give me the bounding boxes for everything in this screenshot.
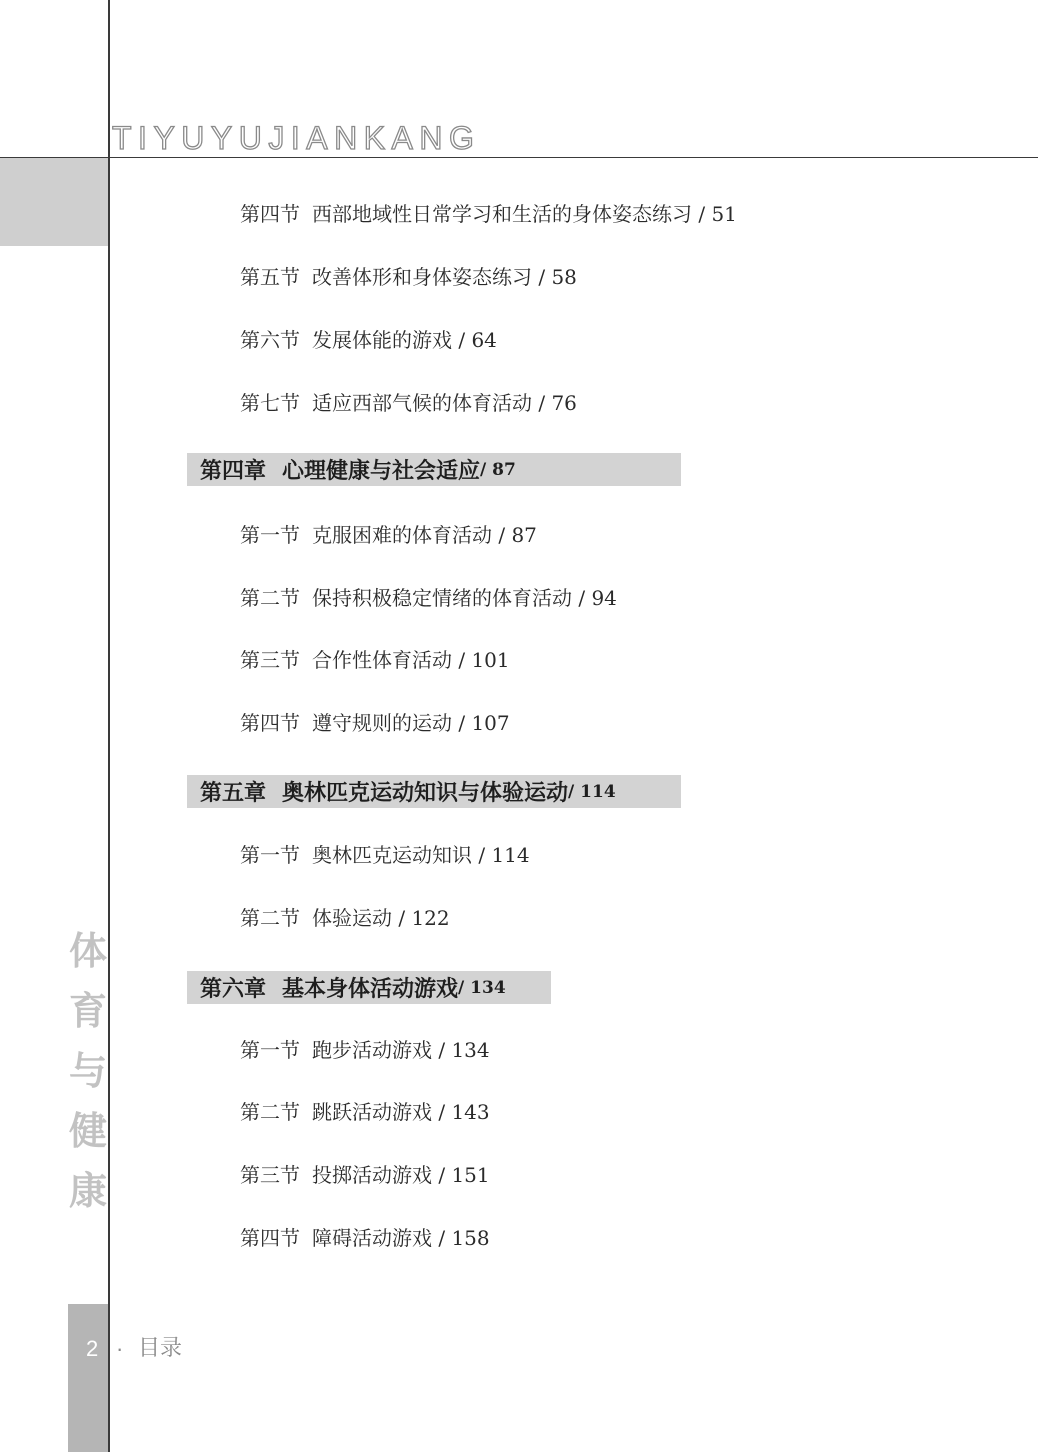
toc-entry[interactable] bbox=[240, 842, 530, 868]
toc-entry-text: 障碍活动游戏 / 158 bbox=[312, 1226, 490, 1250]
toc-section-number: 第三节 bbox=[240, 1163, 300, 1187]
toc-entry-text: 体验运动 / 122 bbox=[312, 906, 450, 930]
toc-section-number: 第三节 bbox=[240, 648, 300, 672]
side-title-char: 康 bbox=[68, 1168, 107, 1213]
toc-section-number: 第一节 bbox=[240, 843, 300, 867]
footer-separator: · bbox=[116, 1336, 124, 1361]
toc-section-number: 第五节 bbox=[240, 265, 300, 289]
toc-entry[interactable] bbox=[240, 390, 577, 416]
toc-chapter-heading[interactable] bbox=[187, 971, 551, 1004]
toc-section-number: 第一节 bbox=[240, 523, 300, 547]
toc-entry-text: 保持积极稳定情绪的体育活动 / 94 bbox=[312, 586, 617, 610]
chapter-title: 奥林匹克运动知识与体验运动 bbox=[282, 780, 569, 806]
toc-section-number: 第一节 bbox=[240, 1038, 300, 1062]
toc-chapter-heading[interactable] bbox=[187, 453, 681, 486]
toc-entry-text: 奥林匹克运动知识 / 114 bbox=[312, 843, 530, 867]
chapter-number: 第五章 bbox=[200, 780, 267, 806]
page-number-block bbox=[68, 1304, 108, 1452]
header-horizontal-rule bbox=[0, 157, 1038, 158]
toc-entry[interactable] bbox=[240, 710, 510, 736]
toc-entry-text: 发展体能的游戏 / 64 bbox=[312, 328, 497, 352]
footer-section-label: 目录 bbox=[138, 1336, 183, 1361]
toc-chapter-heading[interactable] bbox=[187, 775, 681, 808]
toc-entry-text: 适应西部气候的体育活动 / 76 bbox=[312, 391, 577, 415]
header-pinyin-title: TIYUYUJIANKANG bbox=[112, 120, 481, 156]
toc-entry-text: 合作性体育活动 / 101 bbox=[312, 648, 510, 672]
chapter-page: / 87 bbox=[480, 459, 516, 480]
toc-entry-text: 改善体形和身体姿态练习 / 58 bbox=[312, 265, 577, 289]
toc-entry[interactable] bbox=[240, 522, 537, 548]
toc-entry[interactable] bbox=[240, 1225, 490, 1251]
toc-section-number: 第四节 bbox=[240, 711, 300, 735]
chapter-number: 第四章 bbox=[200, 458, 267, 484]
chapter-number: 第六章 bbox=[200, 976, 267, 1002]
toc-entry[interactable] bbox=[240, 1037, 490, 1063]
toc-section-number: 第七节 bbox=[240, 391, 300, 415]
toc-entry[interactable] bbox=[240, 905, 450, 931]
toc-section-number: 第六节 bbox=[240, 328, 300, 352]
toc-section-number: 第二节 bbox=[240, 586, 300, 610]
side-book-title bbox=[64, 928, 112, 1213]
side-title-char: 育 bbox=[68, 988, 107, 1033]
toc-entry[interactable] bbox=[240, 1162, 490, 1188]
margin-vertical-rule bbox=[108, 0, 110, 1452]
toc-entry[interactable] bbox=[240, 647, 510, 673]
toc-entry[interactable] bbox=[240, 201, 737, 227]
side-title-char: 体 bbox=[68, 928, 107, 973]
side-title-char: 与 bbox=[68, 1048, 107, 1093]
toc-entry-text: 跳跃活动游戏 / 143 bbox=[312, 1100, 490, 1124]
toc-section-number: 第二节 bbox=[240, 906, 300, 930]
header-gray-block bbox=[0, 158, 108, 246]
toc-entry-text: 投掷活动游戏 / 151 bbox=[312, 1163, 490, 1187]
toc-entry-text: 遵守规则的运动 / 107 bbox=[312, 711, 510, 735]
page-number: 2 bbox=[86, 1336, 99, 1361]
toc-entry-text: 跑步活动游戏 / 134 bbox=[312, 1038, 490, 1062]
toc-section-number: 第二节 bbox=[240, 1100, 300, 1124]
toc-entry[interactable] bbox=[240, 1099, 490, 1125]
toc-section-number: 第四节 bbox=[240, 1226, 300, 1250]
toc-entry[interactable] bbox=[240, 264, 577, 290]
chapter-title: 基本身体活动游戏 bbox=[282, 976, 459, 1002]
toc-entry-text: 克服困难的体育活动 / 87 bbox=[312, 523, 537, 547]
toc-section-number: 第四节 bbox=[240, 202, 300, 226]
chapter-page: / 114 bbox=[568, 781, 616, 802]
toc-entry[interactable] bbox=[240, 327, 497, 353]
chapter-title: 心理健康与社会适应 bbox=[282, 458, 481, 484]
toc-entry[interactable] bbox=[240, 585, 617, 611]
chapter-page: / 134 bbox=[458, 977, 506, 998]
toc-entry-text: 西部地域性日常学习和生活的身体姿态练习 / 51 bbox=[312, 202, 737, 226]
side-title-char: 健 bbox=[68, 1108, 107, 1153]
